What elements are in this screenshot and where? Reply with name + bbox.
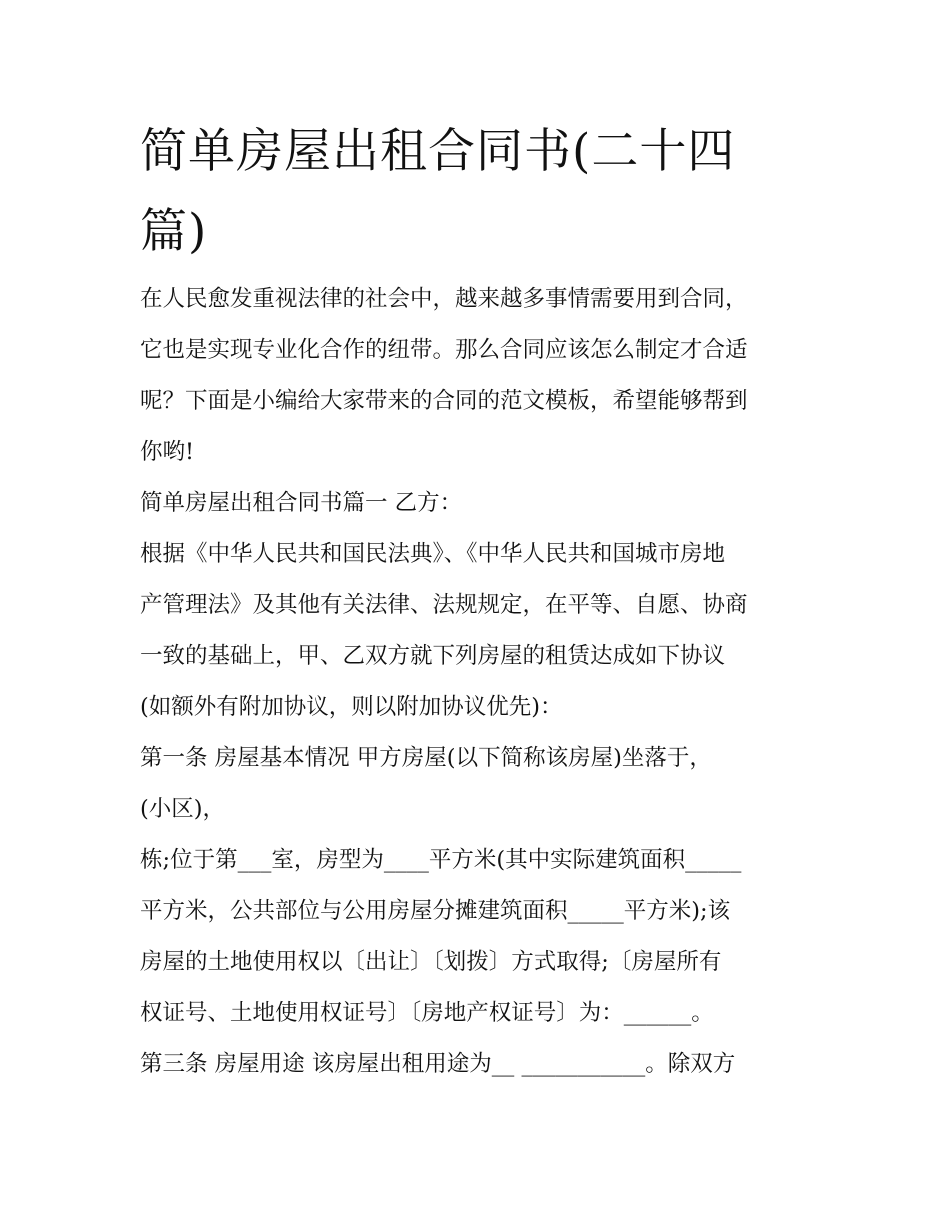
paragraph-line: (小区)，	[140, 796, 226, 822]
document-body	[140, 274, 815, 1090]
paragraph-line: 房屋的土地使用权以〔出让〕〔划拨〕方式取得;〔房屋所有	[140, 949, 722, 975]
paragraph-line: 平方米，公共部位与公用房屋分摊建筑面积_____平方米);该	[140, 898, 731, 924]
paragraph-line: (如额外有附加协议，则以附加协议优先)：	[140, 694, 563, 720]
paragraph-line: 你哟!	[140, 439, 195, 465]
paragraph-line: 它也是实现专业化合作的纽带。那么合同应该怎么制定才合适	[140, 337, 748, 363]
paragraph-line: 根据《中华人民共和国民法典》、《中华人民共和国城市房地	[140, 541, 726, 567]
document-title: 简单房屋出租合同书(二十四篇)	[140, 124, 736, 259]
article-line: 第一条 房屋基本情况 甲方房屋(以下简称该房屋)坐落于，	[140, 745, 712, 771]
paragraph-line: 一致的基础上，甲、乙双方就下列房屋的租赁达成如下协议	[140, 643, 726, 669]
section-heading-line: 简单房屋出租合同书篇一 乙方：	[140, 490, 463, 516]
paragraph-line: 在人民愈发重视法律的社会中，越来越多事情需要用到合同，	[140, 286, 748, 312]
article-line: 第三条 房屋用途 该房屋出租用途为__ ___________。除双方	[140, 1051, 736, 1077]
paragraph-line: 呢？下面是小编给大家带来的合同的范文模板，希望能够帮到	[140, 388, 748, 414]
paragraph-line: 栋;位于第___室，房型为____平方米(其中实际建筑面积_____	[140, 847, 742, 873]
paragraph-line: 产管理法》及其他有关法律、法规规定，在平等、自愿、协商	[140, 592, 748, 618]
paragraph-line: 权证号、土地使用权证号〕〔房地产权证号〕为：______。	[140, 1000, 714, 1026]
